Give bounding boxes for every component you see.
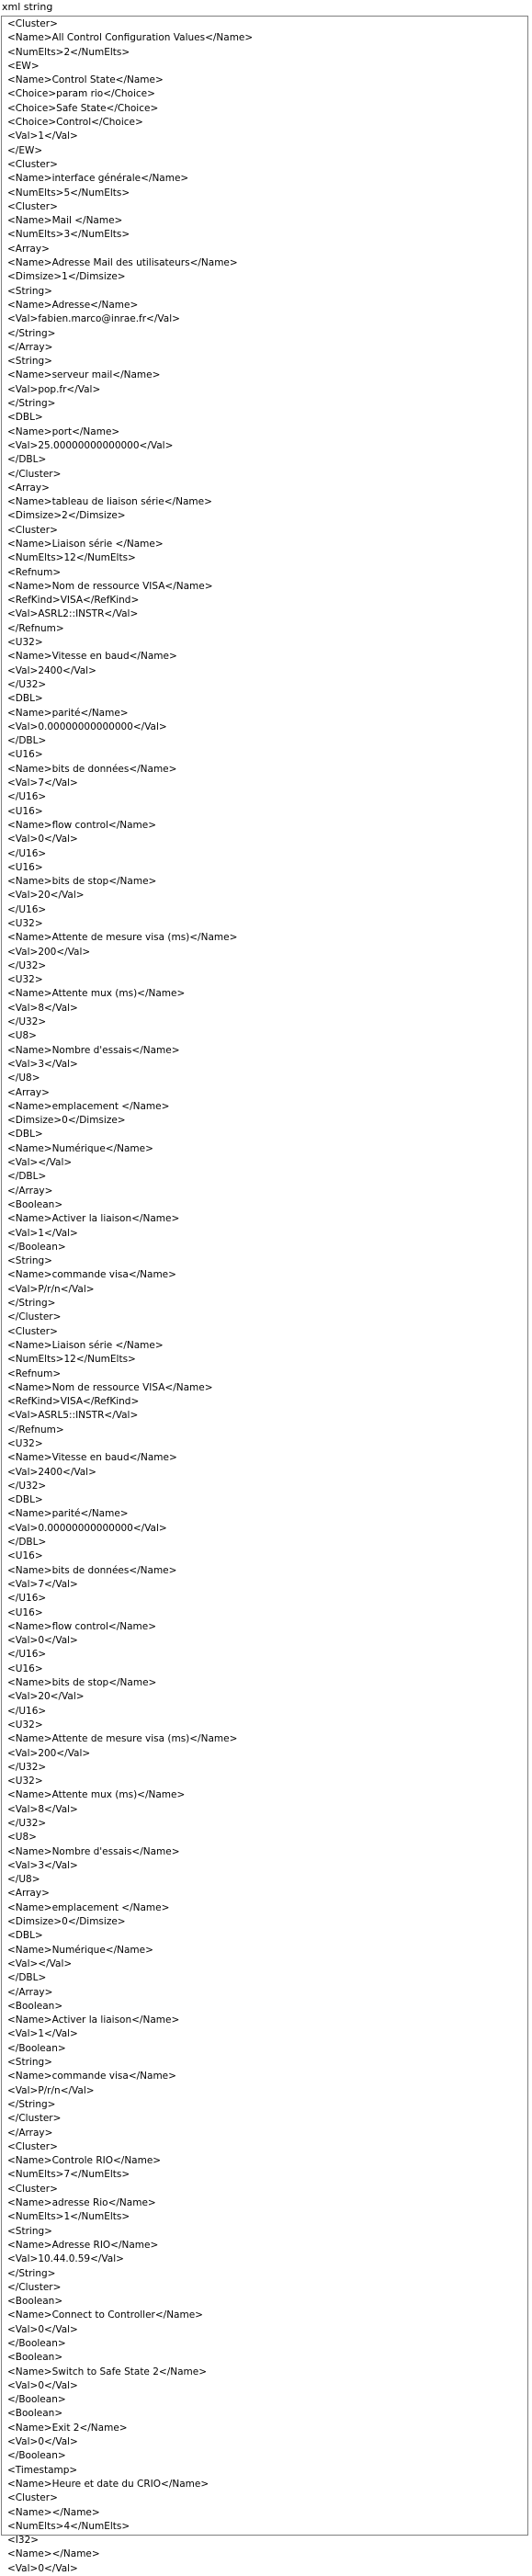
xml-line: <Cluster>	[7, 18, 58, 29]
xml-line: <Val>7</Val>	[7, 777, 78, 789]
xml-line: <Val>0</Val>	[7, 2436, 78, 2448]
xml-line: <Name>flow control</Name>	[7, 1620, 157, 1632]
xml-line: <Val>20</Val>	[7, 890, 85, 902]
xml-line: <Array>	[7, 1086, 50, 1098]
xml-line: <Name>serveur mail</Name>	[7, 369, 161, 381]
xml-line: <Dimsize>2</Dimsize>	[7, 510, 126, 522]
xml-line: <Val>0</Val>	[7, 2379, 78, 2391]
xml-content	[7, 17, 253, 2576]
xml-line: <RefKind>VISA</RefKind>	[7, 595, 140, 607]
xml-line: </U16>	[7, 791, 47, 803]
xml-line: <U32>	[7, 1719, 43, 1731]
xml-line: </Array>	[7, 341, 53, 353]
xml-line: </Boolean>	[7, 2042, 66, 2054]
xml-line: <U16>	[7, 1550, 43, 1562]
xml-line: <Name>Controle RIO</Name>	[7, 2155, 162, 2167]
xml-line: <Name>bits de stop</Name>	[7, 876, 157, 888]
xml-line: <Val>fabien.marco@inrae.fr</Val>	[7, 313, 180, 325]
xml-line: <Name></Name>	[7, 2548, 100, 2560]
xml-line: <Val>1</Val>	[7, 1227, 78, 1239]
xml-line: <Dimsize>0</Dimsize>	[7, 1115, 126, 1127]
xml-line: <Name>Numérique</Name>	[7, 1142, 153, 1154]
xml-line: <Name>Attente mux (ms)</Name>	[7, 1789, 186, 1801]
xml-line: </U16>	[7, 847, 47, 859]
xml-line: </U8>	[7, 1874, 40, 1886]
xml-line: </U32>	[7, 1480, 47, 1492]
xml-line: <Array>	[7, 482, 50, 494]
xml-line: <Name>Attente mux (ms)</Name>	[7, 988, 186, 1000]
xml-line: <Name>Activer la liaison</Name>	[7, 1213, 180, 1225]
xml-line: </U32>	[7, 1818, 47, 1829]
xml-line: <NumElts>12</NumElts>	[7, 552, 136, 564]
xml-line: <Name>Liaison série </Name>	[7, 1339, 164, 1351]
xml-line: <Name>Activer la liaison</Name>	[7, 2014, 180, 2026]
xml-line: </DBL>	[7, 735, 47, 747]
xml-line: <Cluster>	[7, 2492, 58, 2504]
xml-line: <U8>	[7, 1832, 37, 1844]
xml-line: <Val>8</Val>	[7, 1002, 78, 1014]
xml-line: </Array>	[7, 1986, 53, 1998]
xml-line: <Val></Val>	[7, 1958, 73, 1969]
xml-line: <Cluster>	[7, 524, 58, 536]
xml-line: <Cluster>	[7, 158, 58, 170]
xml-line: <String>	[7, 285, 52, 297]
xml-line: <Cluster>	[7, 2140, 58, 2152]
xml-line: <Name>Mail </Name>	[7, 215, 123, 227]
xml-line: <U32>	[7, 1437, 43, 1449]
xml-line: <Val>10.44.0.59</Val>	[7, 2253, 124, 2265]
xml-line: <Cluster>	[7, 2183, 58, 2195]
xml-line: <U16>	[7, 805, 43, 817]
xml-line: <Dimsize>1</Dimsize>	[7, 271, 126, 283]
xml-line: </Boolean>	[7, 2337, 66, 2349]
xml-line: <Val>3</Val>	[7, 1058, 78, 1070]
xml-line: </EW>	[7, 144, 43, 156]
xml-line: </Boolean>	[7, 2394, 66, 2406]
xml-line: <Name>Nombre d'essais</Name>	[7, 1845, 180, 1857]
xml-line: </U16>	[7, 1705, 47, 1717]
xml-line: <U32>	[7, 1776, 43, 1787]
xml-line: </String>	[7, 2098, 56, 2110]
xml-line: <U16>	[7, 1662, 43, 1674]
xml-line: <Name>Heure et date du CRIO</Name>	[7, 2478, 209, 2490]
xml-line: <Val>0.00000000000000</Val>	[7, 1522, 167, 1534]
xml-line: <Name>commande visa</Name>	[7, 2071, 176, 2082]
xml-line: </DBL>	[7, 1537, 47, 1549]
xml-line: <U8>	[7, 1030, 37, 1042]
xml-line: <Name>Exit 2</Name>	[7, 2422, 128, 2434]
xml-line: <Name>Attente de mesure visa (ms)</Name>	[7, 1733, 238, 1745]
xml-line: <NumElts>1</NumElts>	[7, 2211, 130, 2223]
xml-line: <Val>25.00000000000000</Val>	[7, 439, 174, 451]
xml-line: <DBL>	[7, 1494, 43, 1506]
xml-line: <Name>Connect to Controller</Name>	[7, 2309, 203, 2321]
xml-line: <Val>0</Val>	[7, 1635, 78, 1647]
xml-line: <U32>	[7, 637, 43, 649]
xml-line: <Boolean>	[7, 1198, 63, 1210]
xml-line: </String>	[7, 327, 56, 339]
xml-line: <Val>P/r/n</Val>	[7, 1283, 95, 1295]
xml-line: <Refnum>	[7, 1367, 62, 1379]
xml-line: <I32>	[7, 2535, 40, 2547]
xml-line: <U16>	[7, 749, 43, 761]
xml-line: <Val>200</Val>	[7, 1747, 91, 1759]
xml-line: </Cluster>	[7, 1311, 62, 1323]
xml-line: <U32>	[7, 974, 43, 986]
xml-line: <Array>	[7, 1888, 50, 1900]
xml-line: <Val>pop.fr</Val>	[7, 383, 101, 395]
xml-line: <EW>	[7, 60, 40, 72]
xml-line: </DBL>	[7, 454, 47, 466]
xml-line: <Cluster>	[7, 200, 58, 212]
xml-line: <Choice>Safe State</Choice>	[7, 102, 159, 114]
xml-line: <Timestamp>	[7, 2464, 78, 2476]
xml-line: <Val>2400</Val>	[7, 664, 96, 676]
xml-line: <Name>Vitesse en baud</Name>	[7, 1452, 177, 1464]
xml-line: <NumElts>2</NumElts>	[7, 46, 130, 58]
xml-line: <DBL>	[7, 1930, 43, 1942]
xml-line: <Name>Switch to Safe State 2</Name>	[7, 2366, 208, 2377]
xml-line: </Array>	[7, 1185, 53, 1197]
xml-line: <Name>emplacement </Name>	[7, 1901, 170, 1913]
xml-line: <Name>Nombre d'essais</Name>	[7, 1044, 180, 1056]
xml-line: </U32>	[7, 959, 47, 971]
xml-line: <Val>3</Val>	[7, 1859, 78, 1871]
xml-line: <Choice>param rio</Choice>	[7, 88, 155, 100]
xml-line: <Name>Attente de mesure visa (ms)</Name>	[7, 932, 238, 944]
xml-line: <Name>interface générale</Name>	[7, 173, 189, 185]
xml-line: </String>	[7, 2267, 56, 2279]
xml-line: <Name>parité</Name>	[7, 1508, 129, 1520]
xml-line: <Val>7</Val>	[7, 1578, 78, 1590]
xml-line: </U32>	[7, 1016, 47, 1028]
xml-line: <Name>bits de stop</Name>	[7, 1677, 157, 1689]
xml-line: <Name>Liaison série </Name>	[7, 538, 164, 550]
xml-line: </U8>	[7, 1072, 40, 1084]
xml-line: </Cluster>	[7, 2113, 62, 2125]
xml-line: <Val>0.00000000000000</Val>	[7, 721, 167, 732]
xml-line: <Name>Adresse Mail des utilisateurs</Name>	[7, 257, 238, 269]
xml-line: <Array>	[7, 243, 50, 255]
xml-line: <Val>0</Val>	[7, 834, 78, 845]
xml-line: <String>	[7, 2225, 52, 2237]
xml-line: <U16>	[7, 1606, 43, 1618]
xml-line: <NumElts>12</NumElts>	[7, 1354, 136, 1366]
xml-line: <Val>0</Val>	[7, 2562, 78, 2574]
xml-line: <NumElts>3</NumElts>	[7, 229, 130, 241]
xml-line: </Boolean>	[7, 1241, 66, 1253]
xml-line: <Name></Name>	[7, 2506, 100, 2518]
xml-line: <String>	[7, 356, 52, 368]
xml-line: <Name>Control State</Name>	[7, 74, 164, 86]
xml-line: <Val>2400</Val>	[7, 1466, 96, 1478]
xml-line: <Dimsize>0</Dimsize>	[7, 1916, 126, 1928]
xml-line: <Name>parité</Name>	[7, 707, 129, 719]
xml-line: </U16>	[7, 903, 47, 915]
xml-line: </Cluster>	[7, 2281, 62, 2293]
xml-line: </U32>	[7, 1761, 47, 1773]
xml-line: <Val>0</Val>	[7, 2323, 78, 2335]
xml-line: <NumElts>7</NumElts>	[7, 2169, 130, 2181]
xml-line: </U16>	[7, 1593, 47, 1605]
xml-line: <Val>1</Val>	[7, 131, 78, 142]
xml-line: <Name>Numérique</Name>	[7, 1944, 153, 1956]
xml-line: <String>	[7, 2057, 52, 2069]
xml-line: <U32>	[7, 918, 43, 929]
xml-line: <Name>adresse Rio</Name>	[7, 2197, 156, 2209]
xml-line: <Name>Adresse</Name>	[7, 299, 139, 311]
xml-line: <Name>port</Name>	[7, 426, 120, 437]
xml-line: <Val>20</Val>	[7, 1691, 85, 1703]
xml-line: <Cluster>	[7, 1325, 58, 1337]
xml-line: </String>	[7, 1298, 56, 1310]
xml-line: <Val>ASRL5::INSTR</Val>	[7, 1410, 139, 1422]
xml-line: </DBL>	[7, 1171, 47, 1183]
xml-line: </Boolean>	[7, 2450, 66, 2462]
xml-line: </Cluster>	[7, 468, 62, 480]
xml-line: </Refnum>	[7, 1424, 64, 1436]
xml-line: <DBL>	[7, 412, 43, 424]
xml-line: <String>	[7, 1255, 52, 1267]
xml-line: <Boolean>	[7, 2296, 63, 2308]
xml-line: <Name>Vitesse en baud</Name>	[7, 651, 177, 663]
xml-line: <Val>8</Val>	[7, 1803, 78, 1815]
xml-line: <Name>tableau de liaison série</Name>	[7, 496, 212, 508]
xml-line: <Name>bits de données</Name>	[7, 1564, 177, 1576]
xml-line: <DBL>	[7, 693, 43, 705]
xml-line: </String>	[7, 398, 56, 410]
xml-line: <Name>emplacement </Name>	[7, 1100, 170, 1112]
xml-line: <Val>1</Val>	[7, 2028, 78, 2040]
xml-line: <U16>	[7, 861, 43, 873]
xml-string-label: xml string	[2, 1, 53, 13]
xml-line: </Refnum>	[7, 622, 64, 634]
xml-line: <NumElts>4</NumElts>	[7, 2520, 130, 2532]
xml-line: <RefKind>VISA</RefKind>	[7, 1396, 140, 1408]
xml-line: <Name>bits de données</Name>	[7, 763, 177, 775]
xml-line: <Name>Adresse RIO</Name>	[7, 2239, 159, 2251]
xml-line: <Name>All Control Configuration Values</Name>	[7, 32, 254, 44]
xml-line: </DBL>	[7, 1972, 47, 1984]
xml-line: <Name>Nom de ressource VISA</Name>	[7, 1381, 213, 1393]
xml-line: <Name>Nom de ressource VISA</Name>	[7, 580, 213, 592]
xml-line: <Val></Val>	[7, 1157, 73, 1169]
xml-line: <Name>commande visa</Name>	[7, 1269, 176, 1281]
xml-line: <Name>flow control</Name>	[7, 819, 157, 831]
xml-line: <DBL>	[7, 1129, 43, 1140]
xml-line: </Array>	[7, 2127, 53, 2139]
xml-line: <Boolean>	[7, 2000, 63, 2012]
xml-line: <Val>ASRL2::INSTR</Val>	[7, 608, 139, 620]
xml-line: </U16>	[7, 1649, 47, 1661]
xml-string-textbox[interactable]	[1, 16, 528, 2574]
xml-line: <NumElts>5</NumElts>	[7, 187, 130, 199]
xml-line: <Choice>Control</Choice>	[7, 117, 143, 129]
xml-line: <Refnum>	[7, 566, 62, 578]
xml-line: <Boolean>	[7, 2352, 63, 2364]
xml-line: <Val>200</Val>	[7, 946, 91, 958]
xml-line: <Boolean>	[7, 2408, 63, 2420]
xml-line: <Val>P/r/n</Val>	[7, 2084, 95, 2096]
xml-line: </U32>	[7, 678, 47, 690]
